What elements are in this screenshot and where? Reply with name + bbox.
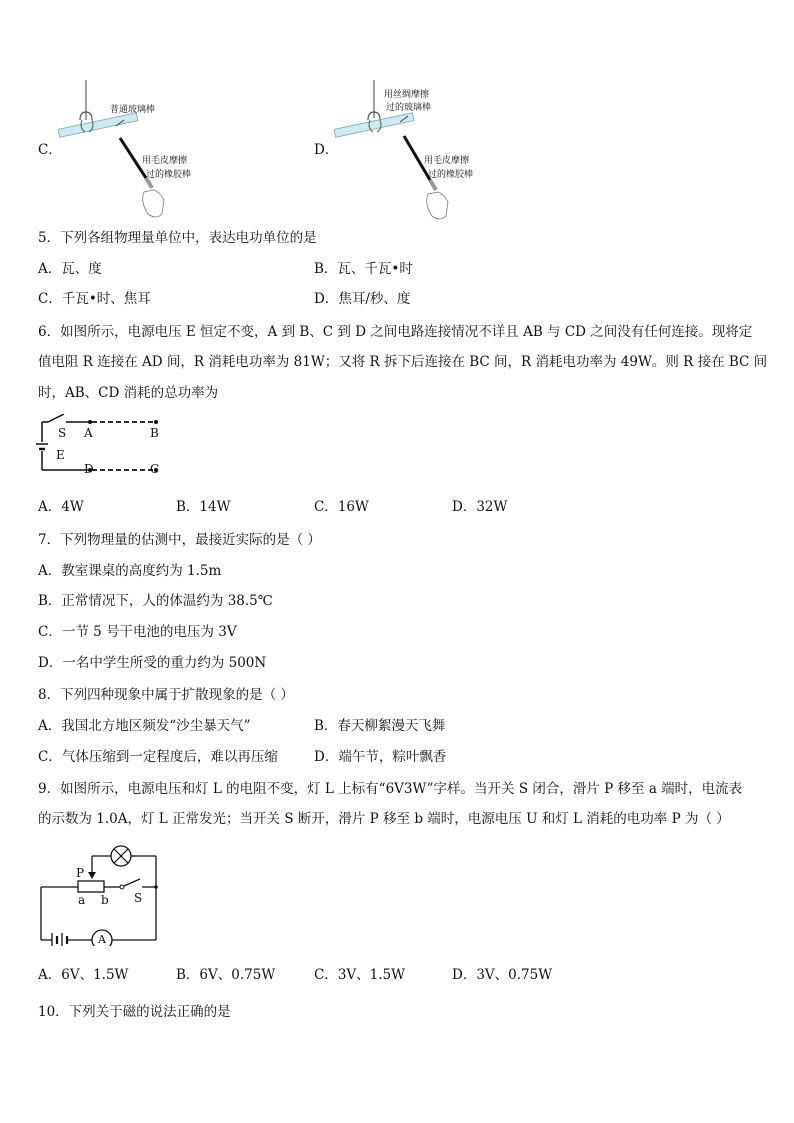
q5-option-a: A．瓦、度 — [38, 261, 102, 277]
q6-stem-line-3: 时，AB、CD 消耗的总功率为 — [38, 385, 219, 401]
q6-stem-line-1: 6．如图所示，电源电压 E 恒定不变，A 到 B、C 到 D 之间电路连接情况不详且 AB 与 CD 之间没有任何连接。现将定 — [38, 324, 753, 340]
q8-option-c: C．气体压缩到一定程度后，难以再压缩 — [38, 749, 278, 765]
q10-stem: 10．下列关于磁的说法正确的是 — [38, 1004, 231, 1020]
q9-option-b: B．6V、0.75W — [176, 967, 276, 983]
q6-stem-line-2: 值电阻 R 连接在 AD 间，R 消耗电功率为 81W；又将 R 拆下后连接在 BC 间，R 消耗电功率为 49W。则 R 接在 BC 间 — [38, 354, 768, 370]
q9-label-a: a — [78, 893, 86, 907]
q4-d-rod-bottom-label-1: 用毛皮摩擦 — [424, 156, 470, 166]
q7-option-a: A．教室课桌的高度约为 1.5m — [38, 563, 222, 579]
q4-c-rod-bottom-label-1: 用毛皮摩擦 — [142, 156, 188, 166]
q7-option-c: C．一节 5 号干电池的电压为 3V — [38, 624, 237, 640]
q4-c-rod-top-label: 普通玻璃棒 — [110, 105, 156, 115]
q6-option-b: B．14W — [176, 499, 231, 515]
q9-option-c: C．3V、1.5W — [314, 967, 406, 983]
q4-d-rod-top-label-1: 用丝绸摩擦 — [384, 90, 430, 100]
q6-label-e: E — [56, 448, 65, 462]
q9-option-a: A．6V、1.5W — [38, 967, 129, 983]
q9-label-s: S — [134, 891, 143, 905]
q8-stem: 8．下列四种现象中属于扩散现象的是（ ） — [38, 687, 294, 703]
q6-option-c: C．16W — [314, 499, 369, 515]
q4-option-c-letter: C． — [38, 142, 62, 158]
q6-label-a: A — [84, 426, 93, 440]
q8-option-a: A．我国北方地区频发“沙尘暴天气” — [38, 718, 251, 734]
q6-option-d: D．32W — [452, 499, 508, 515]
q6-option-a: A．4W — [38, 499, 84, 515]
q5-option-c: C．千瓦•时、焦耳 — [38, 291, 151, 307]
q7-option-d: D．一名中学生所受的重力约为 500N — [38, 655, 267, 671]
q6-label-d: D — [84, 462, 94, 476]
q6-label-s: S — [58, 426, 67, 440]
q4-c-rod-bottom-label-2: 过的橡胶棒 — [146, 170, 192, 180]
q9-label-p: P — [76, 866, 85, 880]
q5-stem: 5．下列各组物理量单位中，表达电功单位的是 — [38, 230, 317, 246]
q6-label-c: C — [150, 462, 160, 476]
q9-ammeter-label: A — [98, 933, 106, 946]
q5-option-d: D．焦耳/秒、度 — [314, 291, 411, 307]
q4-d-rod-top-label-2: 过的玻璃棒 — [386, 103, 432, 113]
q6-label-b: B — [150, 426, 159, 440]
q4-d-rod-bottom-label-2: 过的橡胶棒 — [428, 170, 474, 180]
q4-option-d-letter: D． — [314, 142, 339, 158]
q8-option-b: B．春天柳絮漫天飞舞 — [314, 718, 446, 734]
q9-stem-line-2: 的示数为 1.0A，灯 L 正常发光；当开关 S 断开，滑片 P 移至 b 端时，电源电压 U 和灯 L 消耗的电功率 P 为（ ） — [38, 811, 730, 827]
q9-stem-line-1: 9．如图所示，电源电压和灯 L 的电阻不变，灯 L 上标有“6V3W”字样。当开关 S 闭合，滑片 P 移至 a 端时，电流表 — [38, 781, 743, 797]
q9-option-d: D．3V、0.75W — [452, 967, 553, 983]
q8-option-d: D．端午节，粽叶飘香 — [314, 749, 447, 765]
q5-option-b: B．瓦、千瓦•时 — [314, 261, 413, 277]
q9-label-b: b — [101, 893, 109, 907]
q7-stem: 7．下列物理量的估测中，最接近实际的是（ ） — [38, 532, 321, 548]
q7-option-b: B．正常情况下，人的体温约为 38.5℃ — [38, 593, 273, 609]
